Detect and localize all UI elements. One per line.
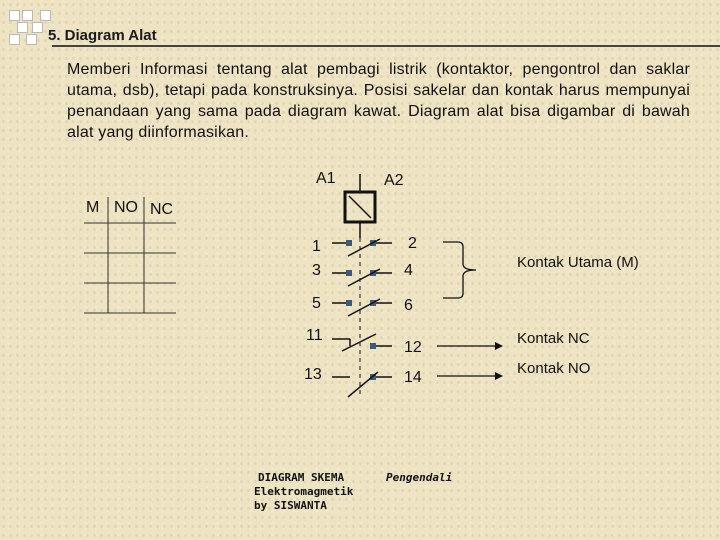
terminal-13: 13 — [304, 366, 322, 383]
legend-main-contacts: Kontak Utama (M) — [517, 254, 639, 271]
terminal-4: 4 — [404, 262, 413, 279]
terminal-6: 6 — [404, 297, 413, 314]
no-contact-symbol-icon — [332, 372, 392, 397]
contact-symbol-icon — [332, 239, 392, 316]
coil-symbol-icon — [345, 174, 375, 238]
nc-contact-symbol-icon — [332, 334, 392, 351]
legend-no-contact: Kontak NO — [517, 360, 591, 377]
brace-icon — [443, 242, 476, 298]
credit-line-2: Elektromagmetik — [254, 485, 354, 498]
terminal-14: 14 — [404, 369, 422, 386]
credit-line-3: by SISWANTA — [254, 499, 327, 512]
description-paragraph: Memberi Informasi tentang alat pembagi listrik (kontaktor, pengontrol dan saklar utama, dsb), tetapi pada konstruksinya. Posisi sakelar dan kontak harus mempunyai penandaan yang sama pada diagram kawat. Diagram alat bisa digambar di bawah alat yang diinformasikan. — [67, 61, 690, 141]
terminal-5: 5 — [312, 295, 321, 312]
section-heading: 5. Diagram Alat — [48, 27, 157, 44]
coil-terminal-a1: A1 — [316, 170, 336, 187]
legend-nc-contact: Kontak NC — [517, 330, 590, 347]
terminal-2: 2 — [408, 235, 417, 252]
table-header-no: NO — [114, 199, 138, 216]
arrow-icon — [437, 342, 503, 380]
terminal-1: 1 — [312, 238, 321, 255]
terminal-3: 3 — [312, 262, 321, 279]
table-header-m: M — [86, 199, 100, 216]
credit-side-text: Pengendali — [386, 471, 453, 484]
coil-terminal-a2: A2 — [384, 172, 404, 189]
table-header-nc: NC — [150, 201, 174, 218]
terminal-12: 12 — [404, 339, 422, 356]
credit-line-1: DIAGRAM SKEMA — [258, 471, 345, 484]
terminal-11: 11 — [306, 327, 323, 344]
